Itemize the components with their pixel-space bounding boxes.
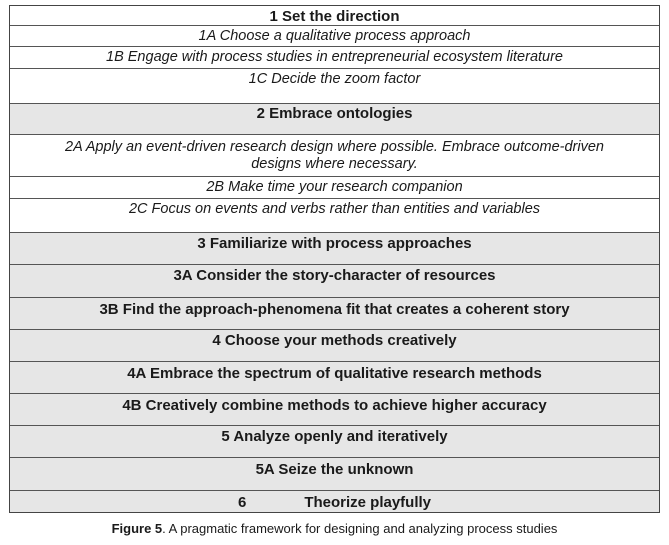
row-label: Theorize playfully	[304, 494, 432, 511]
framework-table	[9, 5, 660, 513]
row-text: 1A Choose a qualitative process approach	[198, 28, 471, 44]
row-text: 5A Seize the unknown	[255, 461, 414, 478]
framework-row	[10, 135, 659, 177]
framework-row	[10, 298, 659, 330]
row-text: 1 Set the direction	[269, 8, 400, 25]
framework-row	[10, 26, 659, 47]
row-text: 3B Find the approach-phenomena fit that creates a coherent story	[99, 301, 570, 318]
row-text: 2B Make time your research companion	[206, 179, 463, 195]
framework-row	[10, 362, 659, 394]
row-text: 2C Focus on events and verbs rather than entities and variables	[128, 201, 541, 217]
framework-row	[10, 6, 659, 26]
framework-row	[10, 330, 659, 362]
row-text: 4B Creatively combine methods to achieve higher accuracy	[122, 397, 547, 414]
row-text: 1B Engage with process studies in entrepreneurial ecosystem literature	[106, 49, 563, 65]
framework-row	[10, 177, 659, 199]
framework-row	[10, 426, 659, 458]
framework-row	[10, 265, 659, 298]
framework-row	[10, 394, 659, 426]
row-text	[10, 491, 659, 511]
framework-row	[10, 491, 659, 512]
framework-row	[10, 458, 659, 491]
caption-text: . A pragmatic framework for designing and analyzing process studies	[162, 521, 558, 536]
framework-row	[10, 199, 659, 233]
row-text: 3A Consider the story-character of resources	[173, 267, 496, 284]
row-text: 1C Decide the zoom factor	[248, 71, 421, 87]
framework-row	[10, 104, 659, 135]
row-text: 5 Analyze openly and iteratively	[221, 428, 448, 445]
framework-row	[10, 233, 659, 265]
figure-caption	[0, 521, 669, 537]
row-text: 2 Embrace ontologies	[256, 105, 413, 122]
framework-row	[10, 47, 659, 69]
caption-label: Figure 5	[111, 521, 163, 536]
row-text: 2A Apply an event-driven research design where possible. Embrace outcome-driven designs where necessary.	[65, 139, 604, 172]
framework-row	[10, 69, 659, 104]
row-text: 4 Choose your methods creatively	[212, 332, 457, 349]
row-number: 6	[237, 494, 247, 511]
row-text: 4A Embrace the spectrum of qualitative research methods	[127, 365, 542, 382]
row-text: 3 Familiarize with process approaches	[197, 235, 472, 252]
